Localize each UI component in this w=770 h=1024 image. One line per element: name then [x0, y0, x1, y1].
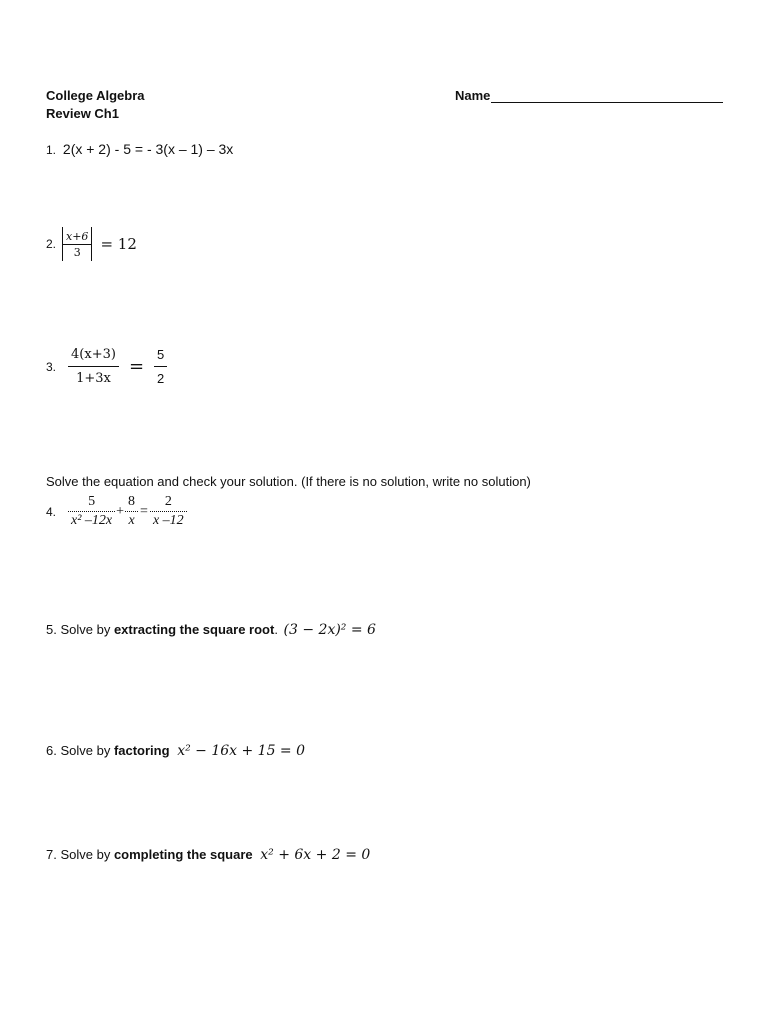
- abs-right-bar: [91, 227, 92, 261]
- fraction-bar: [68, 511, 115, 512]
- problem-2-number: 2.: [46, 237, 57, 251]
- problem-1-equation: 2(x + 2) - 5 = - 3(x – 1) – 3x: [62, 141, 234, 157]
- problem-4-plus: +: [116, 503, 125, 519]
- problem-3: [46, 347, 167, 386]
- problem-6: [46, 743, 305, 759]
- fraction-bar: [150, 511, 187, 512]
- problem-4-fraction-2: [125, 494, 138, 529]
- problem-4-number: 4.: [46, 504, 57, 519]
- problem-5-prefix: 5. Solve by: [46, 622, 114, 637]
- problem-4-fraction-1: [68, 494, 115, 529]
- problem-4-f1-denominator: x² –12x: [71, 513, 113, 528]
- problem-6-prefix: 6. Solve by: [46, 743, 114, 758]
- problem-5-equation: (3 − 2x)² = 6: [283, 622, 376, 638]
- problem-3-rhs-fraction: [154, 347, 167, 386]
- instruction-text: Solve the equation and check your solution. (If there is no solution, write no solution): [46, 474, 531, 489]
- problem-4-fraction-3: [150, 494, 187, 529]
- name-label: Name: [455, 88, 491, 103]
- problem-3-number: 3.: [46, 359, 57, 374]
- review-subtitle: Review Ch1: [46, 106, 119, 121]
- problem-2-rhs: = 12: [100, 235, 137, 253]
- fraction-bar: [154, 366, 167, 367]
- name-field[interactable]: [455, 88, 723, 103]
- problem-1: [46, 141, 233, 157]
- problem-7: [46, 847, 370, 863]
- problem-4-equals: =: [140, 503, 148, 519]
- fraction-bar: [63, 244, 91, 245]
- problem-3-rhs-numerator: 5: [157, 347, 165, 362]
- problem-4-f2-numerator: 8: [128, 494, 136, 509]
- problem-5-method: extracting the square root: [113, 622, 275, 637]
- problem-5-period: .: [274, 622, 282, 637]
- problem-3-denominator: 1+3x: [76, 371, 111, 386]
- problem-4-f2-denominator: x: [128, 513, 135, 528]
- problem-3-equals: =: [128, 356, 145, 377]
- problem-1-number: 1.: [46, 143, 57, 157]
- problem-6-equation: x² − 16x + 15 = 0: [177, 743, 306, 759]
- problem-6-method: factoring: [113, 743, 170, 758]
- problem-7-method: completing the square: [113, 847, 253, 862]
- problem-4-f1-numerator: 5: [88, 494, 96, 509]
- problem-5: [46, 622, 376, 638]
- problem-2-numerator: x+6: [66, 229, 89, 243]
- problem-3-rhs-denominator: 2: [157, 371, 165, 386]
- course-title: College Algebra: [46, 88, 145, 103]
- fraction-bar: [68, 366, 119, 367]
- problem-2-denominator: 3: [73, 245, 81, 259]
- problem-4: [46, 494, 187, 529]
- problem-3-numerator: 4(x+3): [71, 347, 116, 362]
- name-blank-line[interactable]: [491, 89, 723, 103]
- fraction-bar: [125, 511, 138, 512]
- problem-4-f3-denominator: x –12: [152, 513, 184, 528]
- problem-2-fraction: [63, 230, 91, 259]
- problem-2: [46, 227, 137, 261]
- problem-7-prefix: 7. Solve by: [46, 847, 114, 862]
- problem-7-equation: x² + 6x + 2 = 0: [260, 847, 371, 863]
- problem-3-lhs-fraction: [68, 347, 119, 386]
- problem-4-f3-numerator: 2: [164, 494, 172, 509]
